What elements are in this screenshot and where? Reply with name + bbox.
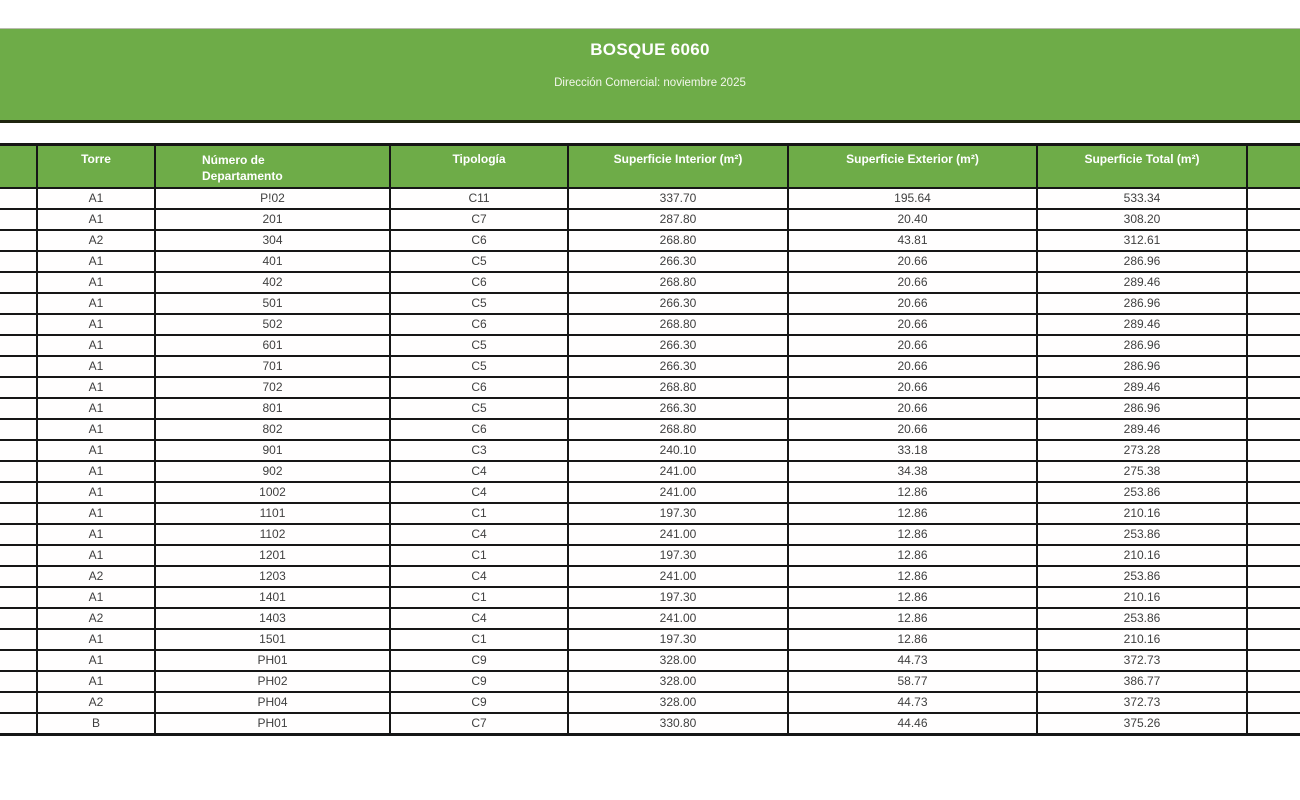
clipped-right-cell <box>1247 293 1300 314</box>
cell-superficie-interior: 268.80 <box>568 230 788 251</box>
table-row <box>0 419 1300 440</box>
cell-superficie-interior: 266.30 <box>568 356 788 377</box>
cell-torre: A1 <box>37 671 155 692</box>
cell-torre: A1 <box>37 209 155 230</box>
cell-departamento: 1401 <box>155 587 390 608</box>
clipped-right-cell <box>1247 251 1300 272</box>
cell-superficie-exterior: 12.86 <box>788 545 1037 566</box>
cell-superficie-total: 289.46 <box>1037 272 1247 293</box>
table-row <box>0 503 1300 524</box>
clipped-left-cell <box>0 293 37 314</box>
cell-tipologia: C1 <box>390 503 568 524</box>
clipped-right-cell <box>1247 629 1300 650</box>
cell-torre: A1 <box>37 524 155 545</box>
column-header-superficie-exterior: Superficie Exterior (m²) <box>788 145 1037 188</box>
table-row <box>0 230 1300 251</box>
cell-superficie-exterior: 44.73 <box>788 650 1037 671</box>
clipped-right-cell <box>1247 209 1300 230</box>
cell-superficie-total: 386.77 <box>1037 671 1247 692</box>
cell-superficie-total: 289.46 <box>1037 419 1247 440</box>
cell-tipologia: C5 <box>390 356 568 377</box>
cell-departamento: 701 <box>155 356 390 377</box>
clipped-left-cell <box>0 650 37 671</box>
cell-tipologia: C6 <box>390 272 568 293</box>
table-row <box>0 461 1300 482</box>
page-title: BOSQUE 6060 <box>590 40 710 59</box>
cell-torre: A2 <box>37 692 155 713</box>
cell-superficie-exterior: 33.18 <box>788 440 1037 461</box>
cell-tipologia: C7 <box>390 209 568 230</box>
cell-superficie-exterior: 12.86 <box>788 629 1037 650</box>
clipped-right-cell <box>1247 503 1300 524</box>
cell-superficie-total: 286.96 <box>1037 335 1247 356</box>
table-row <box>0 545 1300 566</box>
units-table <box>0 143 1300 736</box>
cell-tipologia: C9 <box>390 650 568 671</box>
cell-torre: A1 <box>37 545 155 566</box>
clipped-left-cell <box>0 314 37 335</box>
table-row <box>0 377 1300 398</box>
cell-superficie-interior: 241.00 <box>568 524 788 545</box>
clipped-left-cell <box>0 692 37 713</box>
cell-departamento: 1002 <box>155 482 390 503</box>
clipped-right-cell <box>1247 671 1300 692</box>
cell-superficie-interior: 241.00 <box>568 566 788 587</box>
clipped-left-cell <box>0 335 37 356</box>
table-row <box>0 440 1300 461</box>
cell-superficie-total: 286.96 <box>1037 356 1247 377</box>
cell-superficie-exterior: 44.73 <box>788 692 1037 713</box>
clipped-right-cell <box>1247 650 1300 671</box>
cell-superficie-interior: 197.30 <box>568 587 788 608</box>
cell-superficie-interior: 268.80 <box>568 272 788 293</box>
cell-departamento: 502 <box>155 314 390 335</box>
clipped-right-cell <box>1247 482 1300 503</box>
cell-departamento: PH04 <box>155 692 390 713</box>
clipped-right-cell <box>1247 419 1300 440</box>
clipped-left-cell <box>0 461 37 482</box>
table-row <box>0 692 1300 713</box>
clipped-left-cell <box>0 440 37 461</box>
cell-superficie-total: 286.96 <box>1037 293 1247 314</box>
cell-superficie-exterior: 20.66 <box>788 377 1037 398</box>
cell-torre: A1 <box>37 419 155 440</box>
cell-tipologia: C1 <box>390 545 568 566</box>
cell-torre: A1 <box>37 482 155 503</box>
cell-superficie-exterior: 12.86 <box>788 482 1037 503</box>
cell-departamento: 1501 <box>155 629 390 650</box>
table-header <box>0 145 1300 188</box>
cell-superficie-interior: 197.30 <box>568 545 788 566</box>
cell-departamento: 902 <box>155 461 390 482</box>
table-row <box>0 608 1300 629</box>
cell-torre: A2 <box>37 608 155 629</box>
table-row <box>0 524 1300 545</box>
cell-tipologia: C6 <box>390 377 568 398</box>
cell-torre: A1 <box>37 251 155 272</box>
table-row <box>0 671 1300 692</box>
cell-tipologia: C4 <box>390 461 568 482</box>
cell-superficie-exterior: 12.86 <box>788 587 1037 608</box>
cell-departamento: 1102 <box>155 524 390 545</box>
cell-superficie-exterior: 20.66 <box>788 293 1037 314</box>
cell-superficie-total: 275.38 <box>1037 461 1247 482</box>
cell-superficie-total: 253.86 <box>1037 608 1247 629</box>
cell-superficie-total: 253.86 <box>1037 482 1247 503</box>
cell-tipologia: C5 <box>390 398 568 419</box>
cell-torre: A1 <box>37 356 155 377</box>
table-row <box>0 566 1300 587</box>
clipped-right-header-cell <box>1247 145 1300 188</box>
cell-superficie-total: 253.86 <box>1037 566 1247 587</box>
clipped-right-cell <box>1247 461 1300 482</box>
cell-tipologia: C11 <box>390 188 568 209</box>
cell-departamento: 501 <box>155 293 390 314</box>
clipped-right-cell <box>1247 272 1300 293</box>
clipped-left-cell <box>0 272 37 293</box>
cell-superficie-interior: 268.80 <box>568 377 788 398</box>
cell-superficie-interior: 330.80 <box>568 713 788 735</box>
clipped-right-cell <box>1247 608 1300 629</box>
clipped-left-cell <box>0 419 37 440</box>
clipped-left-cell <box>0 398 37 419</box>
cell-superficie-exterior: 43.81 <box>788 230 1037 251</box>
cell-superficie-interior: 241.00 <box>568 461 788 482</box>
table-row <box>0 398 1300 419</box>
clipped-left-cell <box>0 503 37 524</box>
cell-superficie-interior: 197.30 <box>568 503 788 524</box>
table-row <box>0 272 1300 293</box>
cell-tipologia: C5 <box>390 335 568 356</box>
clipped-right-cell <box>1247 587 1300 608</box>
title-banner <box>0 28 1300 123</box>
cell-superficie-interior: 268.80 <box>568 419 788 440</box>
cell-torre: A1 <box>37 314 155 335</box>
column-header-superficie-total: Superficie Total (m²) <box>1037 145 1247 188</box>
cell-superficie-total: 286.96 <box>1037 398 1247 419</box>
cell-superficie-total: 210.16 <box>1037 587 1247 608</box>
clipped-right-cell <box>1247 398 1300 419</box>
clipped-left-cell <box>0 545 37 566</box>
header-row <box>0 145 1300 188</box>
cell-departamento: PH01 <box>155 713 390 735</box>
cell-torre: A1 <box>37 587 155 608</box>
clipped-left-cell <box>0 209 37 230</box>
cell-torre: A1 <box>37 377 155 398</box>
cell-tipologia: C6 <box>390 314 568 335</box>
clipped-left-cell <box>0 482 37 503</box>
cell-superficie-exterior: 195.64 <box>788 188 1037 209</box>
cell-torre: B <box>37 713 155 735</box>
cell-torre: A1 <box>37 503 155 524</box>
cell-tipologia: C9 <box>390 671 568 692</box>
clipped-left-cell <box>0 230 37 251</box>
clipped-right-cell <box>1247 377 1300 398</box>
table-row <box>0 188 1300 209</box>
clipped-right-cell <box>1247 335 1300 356</box>
cell-superficie-total: 210.16 <box>1037 503 1247 524</box>
cell-tipologia: C3 <box>390 440 568 461</box>
cell-departamento: 201 <box>155 209 390 230</box>
cell-tipologia: C4 <box>390 524 568 545</box>
cell-superficie-total: 253.86 <box>1037 524 1247 545</box>
cell-departamento: 402 <box>155 272 390 293</box>
cell-superficie-interior: 328.00 <box>568 650 788 671</box>
table-row <box>0 335 1300 356</box>
clipped-left-cell <box>0 629 37 650</box>
clipped-left-cell <box>0 251 37 272</box>
cell-tipologia: C6 <box>390 419 568 440</box>
cell-superficie-exterior: 34.38 <box>788 461 1037 482</box>
cell-tipologia: C4 <box>390 482 568 503</box>
cell-tipologia: C9 <box>390 692 568 713</box>
cell-superficie-exterior: 20.66 <box>788 251 1037 272</box>
cell-superficie-interior: 266.30 <box>568 335 788 356</box>
clipped-right-cell <box>1247 692 1300 713</box>
cell-tipologia: C6 <box>390 230 568 251</box>
cell-torre: A2 <box>37 230 155 251</box>
clipped-right-cell <box>1247 524 1300 545</box>
cell-superficie-interior: 328.00 <box>568 671 788 692</box>
cell-superficie-total: 289.46 <box>1037 377 1247 398</box>
table-row <box>0 209 1300 230</box>
clipped-left-cell <box>0 671 37 692</box>
cell-departamento: 1203 <box>155 566 390 587</box>
table-row <box>0 629 1300 650</box>
table-row <box>0 587 1300 608</box>
clipped-right-cell <box>1247 356 1300 377</box>
cell-torre: A1 <box>37 188 155 209</box>
clipped-left-cell <box>0 356 37 377</box>
table-row <box>0 356 1300 377</box>
cell-superficie-interior: 266.30 <box>568 398 788 419</box>
clipped-right-cell <box>1247 188 1300 209</box>
clipped-right-cell <box>1247 713 1300 735</box>
page-subtitle: Dirección Comercial: noviembre 2025 <box>554 77 746 89</box>
clipped-left-cell <box>0 377 37 398</box>
cell-departamento: 304 <box>155 230 390 251</box>
column-header-superficie-interior: Superficie Interior (m²) <box>568 145 788 188</box>
cell-superficie-total: 210.16 <box>1037 545 1247 566</box>
cell-superficie-interior: 268.80 <box>568 314 788 335</box>
cell-tipologia: C4 <box>390 608 568 629</box>
cell-torre: A1 <box>37 398 155 419</box>
cell-superficie-exterior: 20.66 <box>788 314 1037 335</box>
cell-superficie-total: 308.20 <box>1037 209 1247 230</box>
cell-superficie-exterior: 20.66 <box>788 335 1037 356</box>
clipped-right-cell <box>1247 545 1300 566</box>
cell-superficie-exterior: 12.86 <box>788 503 1037 524</box>
cell-departamento: 1101 <box>155 503 390 524</box>
table-row <box>0 293 1300 314</box>
cell-departamento: 801 <box>155 398 390 419</box>
cell-torre: A1 <box>37 629 155 650</box>
cell-torre: A1 <box>37 335 155 356</box>
clipped-left-cell <box>0 713 37 735</box>
clipped-left-cell <box>0 524 37 545</box>
cell-torre: A1 <box>37 461 155 482</box>
clipped-right-cell <box>1247 230 1300 251</box>
clipped-right-cell <box>1247 314 1300 335</box>
cell-departamento: P!02 <box>155 188 390 209</box>
clipped-left-cell <box>0 566 37 587</box>
table-row <box>0 482 1300 503</box>
cell-superficie-interior: 328.00 <box>568 692 788 713</box>
cell-superficie-interior: 241.00 <box>568 482 788 503</box>
cell-superficie-exterior: 20.40 <box>788 209 1037 230</box>
cell-departamento: PH01 <box>155 650 390 671</box>
cell-superficie-interior: 337.70 <box>568 188 788 209</box>
clipped-right-cell <box>1247 566 1300 587</box>
cell-superficie-exterior: 44.46 <box>788 713 1037 735</box>
cell-departamento: PH02 <box>155 671 390 692</box>
clipped-right-cell <box>1247 440 1300 461</box>
cell-superficie-total: 273.28 <box>1037 440 1247 461</box>
cell-departamento: 1403 <box>155 608 390 629</box>
table-body <box>0 188 1300 735</box>
cell-superficie-total: 372.73 <box>1037 692 1247 713</box>
table-row <box>0 251 1300 272</box>
cell-departamento: 702 <box>155 377 390 398</box>
cell-tipologia: C5 <box>390 293 568 314</box>
cell-torre: A1 <box>37 440 155 461</box>
clipped-left-cell <box>0 587 37 608</box>
cell-superficie-exterior: 20.66 <box>788 356 1037 377</box>
cell-torre: A1 <box>37 293 155 314</box>
cell-superficie-interior: 241.00 <box>568 608 788 629</box>
column-header-torre: Torre <box>37 145 155 188</box>
cell-departamento: 601 <box>155 335 390 356</box>
cell-superficie-total: 210.16 <box>1037 629 1247 650</box>
cell-superficie-total: 289.46 <box>1037 314 1247 335</box>
cell-tipologia: C1 <box>390 587 568 608</box>
clipped-left-cell <box>0 608 37 629</box>
clipped-left-cell <box>0 188 37 209</box>
cell-superficie-exterior: 20.66 <box>788 419 1037 440</box>
cell-torre: A2 <box>37 566 155 587</box>
cell-superficie-exterior: 20.66 <box>788 398 1037 419</box>
cell-superficie-interior: 197.30 <box>568 629 788 650</box>
cell-superficie-interior: 287.80 <box>568 209 788 230</box>
cell-tipologia: C1 <box>390 629 568 650</box>
cell-torre: A1 <box>37 272 155 293</box>
cell-superficie-interior: 266.30 <box>568 293 788 314</box>
cell-superficie-exterior: 12.86 <box>788 566 1037 587</box>
cell-superficie-exterior: 58.77 <box>788 671 1037 692</box>
cell-superficie-interior: 240.10 <box>568 440 788 461</box>
cell-superficie-total: 286.96 <box>1037 251 1247 272</box>
column-header-departamento: Número de Departamento <box>155 145 390 188</box>
table-row <box>0 713 1300 735</box>
cell-tipologia: C5 <box>390 251 568 272</box>
table-row <box>0 314 1300 335</box>
cell-departamento: 802 <box>155 419 390 440</box>
clipped-left-header-cell <box>0 145 37 188</box>
cell-superficie-total: 312.61 <box>1037 230 1247 251</box>
cell-tipologia: C4 <box>390 566 568 587</box>
cell-departamento: 901 <box>155 440 390 461</box>
column-header-tipologia: Tipología <box>390 145 568 188</box>
cell-tipologia: C7 <box>390 713 568 735</box>
cell-torre: A1 <box>37 650 155 671</box>
cell-superficie-interior: 266.30 <box>568 251 788 272</box>
cell-departamento: 401 <box>155 251 390 272</box>
cell-superficie-exterior: 12.86 <box>788 608 1037 629</box>
cell-departamento: 1201 <box>155 545 390 566</box>
cell-superficie-total: 372.73 <box>1037 650 1247 671</box>
cell-superficie-total: 375.26 <box>1037 713 1247 735</box>
table-row <box>0 650 1300 671</box>
cell-superficie-exterior: 12.86 <box>788 524 1037 545</box>
cell-superficie-total: 533.34 <box>1037 188 1247 209</box>
cell-superficie-exterior: 20.66 <box>788 272 1037 293</box>
